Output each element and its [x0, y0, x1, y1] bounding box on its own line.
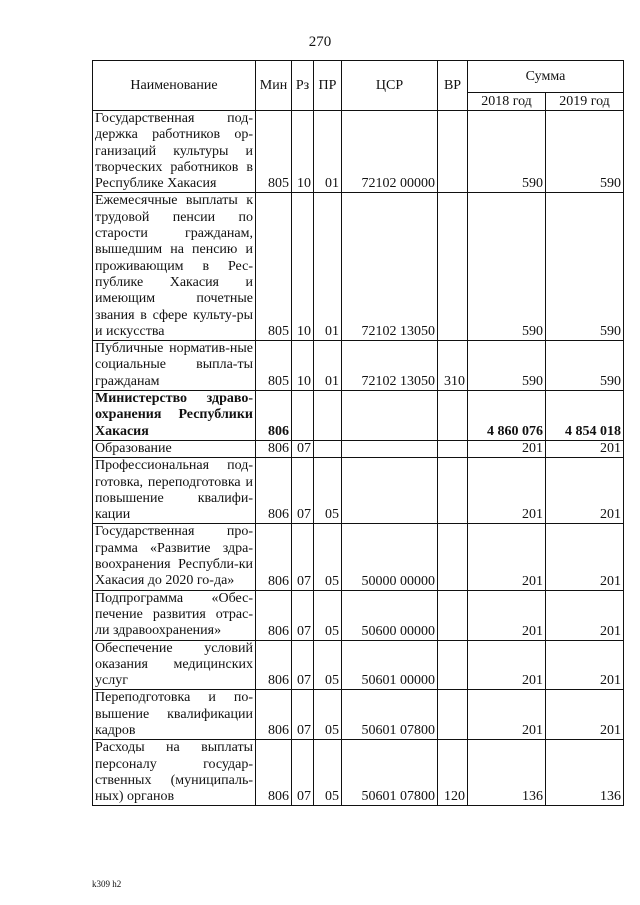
- row-rz: 07: [292, 590, 314, 640]
- row-csr: 50600 00000: [342, 590, 438, 640]
- row-vr: 120: [438, 740, 468, 806]
- row-pr: 05: [314, 640, 342, 690]
- row-sum-2019: 201: [546, 640, 624, 690]
- row-pr: 01: [314, 341, 342, 391]
- row-sum-2018: 201: [468, 590, 546, 640]
- row-csr: 72102 13050: [342, 341, 438, 391]
- budget-table: [92, 60, 624, 806]
- row-csr: 72102 13050: [342, 193, 438, 341]
- row-pr: 01: [314, 111, 342, 193]
- row-rz: 07: [292, 740, 314, 806]
- row-min: 805: [256, 341, 292, 391]
- header-pr: ПР: [314, 61, 342, 111]
- header-2019: 2019 год: [546, 93, 624, 111]
- row-rz: 07: [292, 440, 314, 457]
- row-sum-2018: 590: [468, 193, 546, 341]
- row-rz: 07: [292, 690, 314, 740]
- row-csr: 50601 07800: [342, 690, 438, 740]
- row-name: Обеспечение условий оказания медицинских услуг: [93, 640, 256, 690]
- row-name: Публичные норматив-ные социальные выпла-ты гражданам: [93, 341, 256, 391]
- row-vr: [438, 193, 468, 341]
- row-sum-2019: 590: [546, 111, 624, 193]
- header-sum: Сумма: [468, 61, 624, 93]
- row-min: 806: [256, 458, 292, 524]
- table-row: [93, 341, 624, 391]
- row-pr: 05: [314, 458, 342, 524]
- row-vr: [438, 391, 468, 441]
- header-vr: ВР: [438, 61, 468, 111]
- row-sum-2018: 201: [468, 640, 546, 690]
- row-sum-2019: 4 854 018: [546, 391, 624, 441]
- row-pr: 01: [314, 193, 342, 341]
- row-name: Расходы на выплаты персоналу государ-ственных (муниципаль-ных) органов: [93, 740, 256, 806]
- row-csr: [342, 440, 438, 457]
- row-min: 806: [256, 524, 292, 590]
- row-sum-2019: 590: [546, 341, 624, 391]
- row-sum-2019: 136: [546, 740, 624, 806]
- row-csr: 50601 00000: [342, 640, 438, 690]
- row-rz: 07: [292, 458, 314, 524]
- row-csr: 72102 00000: [342, 111, 438, 193]
- row-min: 805: [256, 193, 292, 341]
- header-min: Мин: [256, 61, 292, 111]
- row-vr: [438, 640, 468, 690]
- row-sum-2018: 590: [468, 111, 546, 193]
- page-number: 270: [308, 34, 332, 50]
- row-name: Государственная про-грамма «Развитие здра-воохранения Республи-ки Хакасия до 2020 го-да»: [93, 524, 256, 590]
- row-pr: [314, 440, 342, 457]
- footer-code: k309 h2: [92, 879, 122, 889]
- table-row: [93, 524, 624, 590]
- row-rz: 10: [292, 341, 314, 391]
- row-sum-2018: 136: [468, 740, 546, 806]
- row-sum-2019: 201: [546, 590, 624, 640]
- header-csr: ЦСР: [342, 61, 438, 111]
- row-sum-2019: 201: [546, 690, 624, 740]
- row-pr: [314, 391, 342, 441]
- row-sum-2018: 4 860 076: [468, 391, 546, 441]
- table-row: [93, 458, 624, 524]
- row-vr: 310: [438, 341, 468, 391]
- row-pr: 05: [314, 690, 342, 740]
- row-sum-2018: 201: [468, 524, 546, 590]
- row-name: Министерство здраво-охранения Республики Хакасия: [93, 391, 256, 441]
- row-name: Государственная под-держка работников ор-ганизаций культуры и творческих работников в Республике Хакасия: [93, 111, 256, 193]
- row-rz: [292, 391, 314, 441]
- row-vr: [438, 590, 468, 640]
- row-sum-2019: 201: [546, 524, 624, 590]
- table-row: [93, 111, 624, 193]
- row-pr: 05: [314, 590, 342, 640]
- row-rz: 10: [292, 111, 314, 193]
- row-vr: [438, 458, 468, 524]
- row-min: 806: [256, 590, 292, 640]
- row-min: 806: [256, 690, 292, 740]
- row-min: 806: [256, 740, 292, 806]
- row-name: Ежемесячные выплаты к трудовой пенсии по старости гражданам, вышедшим на пенсию и проживающим в Рес-публике Хакасия и имеющим почетные звания в сфере культу-ры и искусства: [93, 193, 256, 341]
- header-2018: 2018 год: [468, 93, 546, 111]
- row-min: 806: [256, 440, 292, 457]
- row-sum-2018: 201: [468, 458, 546, 524]
- row-sum-2018: 201: [468, 690, 546, 740]
- table-row: [93, 440, 624, 457]
- table-body: [93, 111, 624, 806]
- row-csr: [342, 391, 438, 441]
- row-min: 805: [256, 111, 292, 193]
- row-pr: 05: [314, 740, 342, 806]
- row-sum-2019: 201: [546, 440, 624, 457]
- table-row: [93, 193, 624, 341]
- row-min: 806: [256, 391, 292, 441]
- row-sum-2019: 590: [546, 193, 624, 341]
- row-vr: [438, 524, 468, 590]
- table-row: [93, 590, 624, 640]
- row-min: 806: [256, 640, 292, 690]
- row-vr: [438, 440, 468, 457]
- row-sum-2019: 201: [546, 458, 624, 524]
- row-csr: [342, 458, 438, 524]
- table-row: [93, 391, 624, 441]
- table-row: [93, 740, 624, 806]
- header-name: Наименование: [93, 61, 256, 111]
- row-name: Переподготовка и по-вышение квалификации кадров: [93, 690, 256, 740]
- row-vr: [438, 690, 468, 740]
- row-name: Профессиональная под-готовка, переподготовка и повышение квалифи-кации: [93, 458, 256, 524]
- row-rz: 07: [292, 640, 314, 690]
- row-csr: 50000 00000: [342, 524, 438, 590]
- table-row: [93, 640, 624, 690]
- row-sum-2018: 201: [468, 440, 546, 457]
- row-vr: [438, 111, 468, 193]
- row-csr: 50601 07800: [342, 740, 438, 806]
- row-sum-2018: 590: [468, 341, 546, 391]
- row-pr: 05: [314, 524, 342, 590]
- row-name: Подпрограмма «Обес-печение развития отрас-ли здравоохранения»: [93, 590, 256, 640]
- row-name: Образование: [93, 440, 256, 457]
- row-rz: 10: [292, 193, 314, 341]
- table-row: [93, 690, 624, 740]
- header-rz: Рз: [292, 61, 314, 111]
- row-rz: 07: [292, 524, 314, 590]
